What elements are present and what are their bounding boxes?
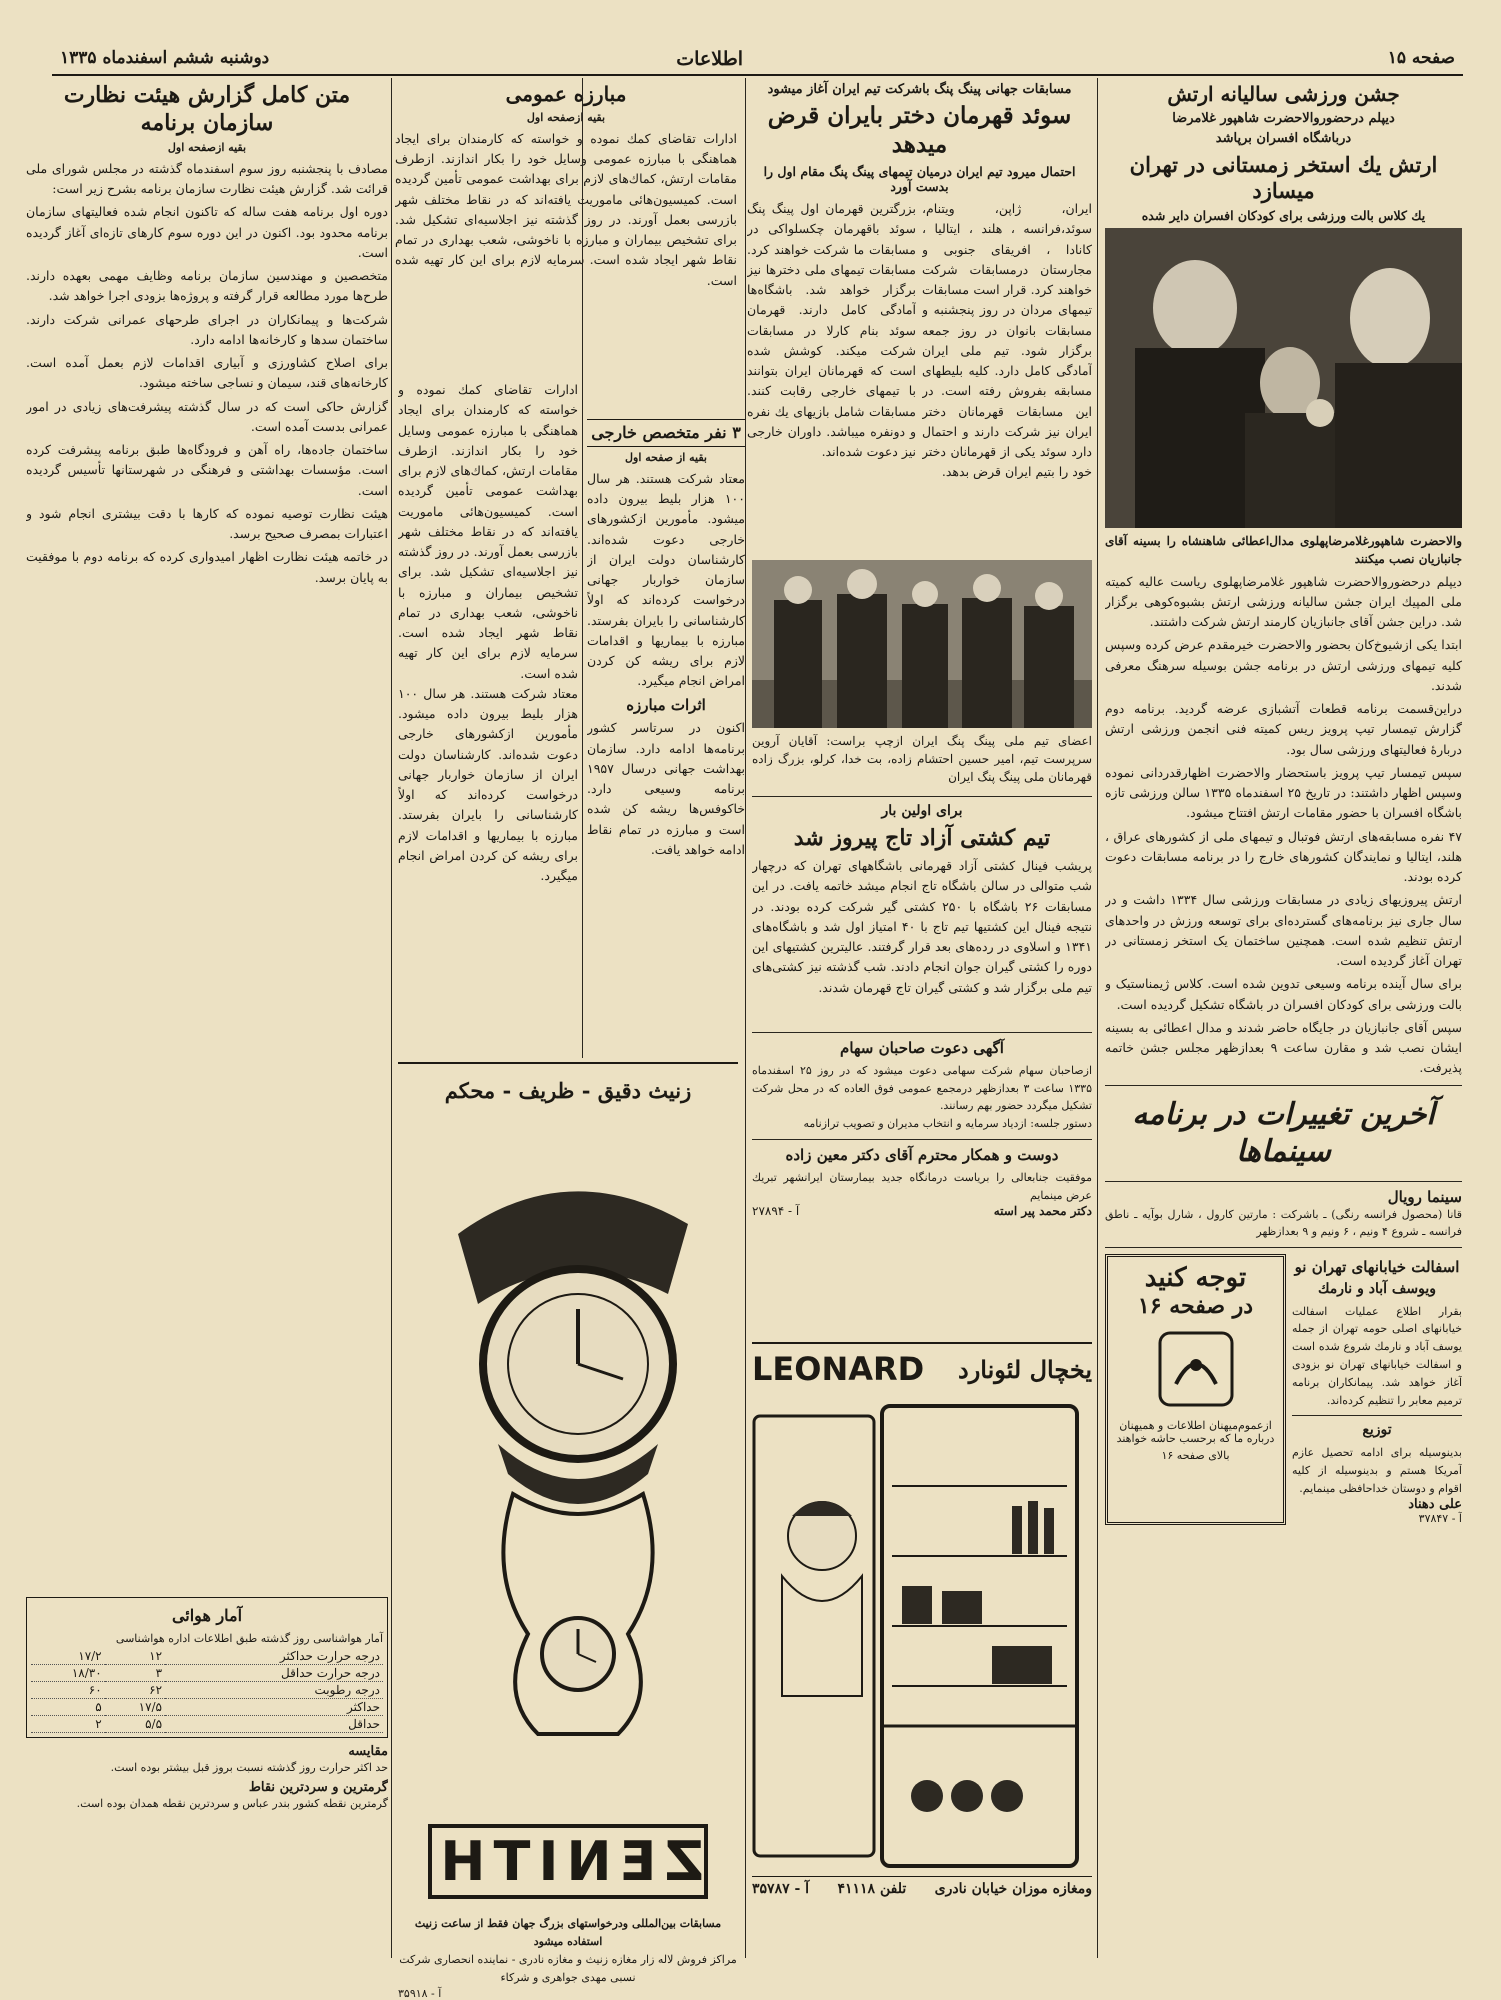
- divider: [1105, 1247, 1462, 1248]
- army-headline: ارتش یك استخر زمستانی در تهران میسازد: [1129, 151, 1438, 203]
- pingpong-body-left: بزرگترین قهرمان اول پینگ پنگ سوئد باقهرمان چکسلواکی در مسابقات ما شرکت خواهند کرد. مسابقات تیمهای ملی دخترها نیز برگزار خواهد شد. باشگاه‌ها آمادگی کامل دارند. قهرمان سوئد بنام کارلا در مسابقات شرکت میکند. کوشش شده است که قهرمانان ایران بتوانند با تیمهای خارجی رقابت کنند. مسابقات شامل بازیهای یك نفره و دونفره میباشد. داوران خارجی نیز دعوت شده‌اند.: [747, 201, 916, 459]
- wrestling-article: [752, 790, 1092, 1218]
- result-title: اثرات مبارزه: [626, 695, 706, 714]
- asphalt-text: بقرار اطلاع عملیات اسفالت خیابانهای اصلی حومه تهران از جمله یوسف آباد و نارمك شروع شده است و اسفالت خیابانهای تهران نو بزودی آغاز خواهد شد. پیمانکاران برنامه ترمیم معابر را تنظیم کرده‌اند.: [1292, 1304, 1462, 1407]
- paragraph: سپس تیمسار تیپ پرویز باستحضار والاحضرت اظهارقدردانی نموده وسپس اظهار داشتند: در تاریخ ۲۵ اسفندماه ۱۳۳۵ سالن ورزشی تازه باشگاه افسران با حضور مقامات ارتش افتتاح میشود.: [1105, 764, 1462, 821]
- specialists-title: ۳ نفر متخصص خارجی: [587, 419, 745, 447]
- issue-date: دوشنبه ششم اسفندماه ۱۳۳۵: [60, 48, 270, 68]
- divider: [752, 1139, 1092, 1140]
- leonard-footer: [752, 1876, 1092, 1897]
- tozi-sign: علی دهناد: [1408, 1497, 1462, 1513]
- cell: ۲: [31, 1715, 105, 1732]
- paragraph: در خاتمه هیئت نظارت اظهار امیدواری کرده که برنامه دوم با موفقیت به پایان برسد.: [26, 549, 388, 585]
- zenith-code: آ - ۳۵۹۱۸: [398, 1986, 442, 2000]
- army-kicker: جشن ورزشی سالیانه ارتش: [1167, 82, 1400, 106]
- weather-title: آمار هوائی: [171, 1605, 243, 1625]
- leonard-shop: ومغازه موزان خیابان نادری: [934, 1881, 1092, 1897]
- column-sports-army: [1105, 78, 1462, 1958]
- notice-foot: بالای صفحه ۱۶: [1161, 1449, 1230, 1463]
- tozi-code: آ - ۳۷۸۴۷: [1418, 1512, 1462, 1526]
- cell: حداکثر: [165, 1698, 383, 1715]
- army-article-body: [1105, 572, 1462, 1079]
- paragraph: ساختمان جاده‌ها، راه آهن و فرودگاه‌ها طبق برنامه پیشرفت کرده است. مؤسسات بهداشتی و فرهنگی در شهرستانها تأسیس گردیده است.: [26, 442, 388, 498]
- cell: ۵: [31, 1698, 105, 1715]
- paragraph: برای سال آینده برنامه وسیعی تدوین شده است. کلاس ژیمناستیک و بالت ورزشی برای کودکان افسران در باشگاه تشکیل گردیده است.: [1105, 976, 1462, 1012]
- cell: درجه حرارت حداکثر: [165, 1648, 383, 1665]
- asphalt-news: [1292, 1254, 1462, 1525]
- report-cont: بقیه ازصفحه اول: [167, 141, 247, 154]
- specialists-article: [587, 415, 745, 1055]
- leonard-ad: [752, 1342, 1092, 1954]
- compare-title: مقایسه: [348, 1743, 388, 1759]
- army-photo: [1105, 228, 1462, 528]
- zenith-ad-title: زنیث دقیق - ظریف - محکم: [444, 1078, 692, 1103]
- campaign-kicker: مبارزه عمومی: [505, 82, 627, 106]
- pingpong-photo-caption: اعضای تیم ملی پینگ پنگ ایران ازچپ براست: آقایان آروین سرپرست تیم، امیر حسین احتشام زاده، بت خدا، کرلو، بزرگ زاده قهرمانان ملی پینگ پنگ ایران: [752, 734, 1092, 784]
- paragraph: دوره اول برنامه هفت ساله که تاکنون انجام شده فعالیتهای سازمان برنامه محدود بود. اکنون در این دوره سوم کارهای تازه‌ای آغاز گردیده است.: [26, 204, 388, 260]
- paragraph: ۴۷ نفره مسابقه‌های‌ ارتش فوتبال و تیمهای ملی از کشورهای عراق ، هلند، ایتالیا و نمایندگان کشورهای خارج را در برنامه مسابقات دعوت کرده بودند.: [1105, 828, 1462, 885]
- divider: [752, 796, 1092, 797]
- tozi-title: توزیع: [1362, 1422, 1392, 1439]
- tozi-text: بدینوسیله برای ادامه تحصیل عازم آمریکا هستم و بدینوسیله از کلیه اقوام و دوستان خداحافظی مینمایم.: [1292, 1445, 1462, 1495]
- table-row: [31, 1664, 383, 1681]
- divider: [1105, 1181, 1462, 1182]
- cell: ۱۷/۵: [105, 1698, 165, 1715]
- cinema-headline: آخرین تغییرات در برنامه سینماها: [1132, 1096, 1435, 1170]
- campaign-cont: بقیه ازصفحه اول: [526, 111, 606, 124]
- paragraph: دراین‌قسمت برنامه قطعات آتشبازی عرضه گردید. برنامه دوم گزارش تیمسار تیپ پرویز ریس کمیته فنی انجمن ورزشی ارتش دربارهٔ فعالیتهای ورزشی سال بود.: [1105, 701, 1462, 757]
- campaign-article: [395, 78, 737, 389]
- campaign-body-continued: [398, 380, 578, 1020]
- table-row: [31, 1648, 383, 1665]
- leonard-header: [752, 1350, 1092, 1388]
- army-sub1: دیپلم درحضوروالاحضرت شاهپور غلامرضا: [1172, 111, 1395, 126]
- refrigerator-icon: [752, 1396, 1092, 1876]
- zenith-watch-icon: [418, 1114, 718, 1814]
- divider: [752, 1032, 1092, 1033]
- cell: درجه رطوبت: [165, 1681, 383, 1698]
- thanks-code: آ - ۲۷۸۹۴: [752, 1204, 800, 1219]
- paragraph: هیئت نظارت توصیه نموده که کارها با دقت بیشتری انجام شود و اعتبارات بمصرف صحیح برسد.: [26, 505, 388, 541]
- army-photo-caption: والاحضرت شاهپورغلامرضاپهلوی مدال‌اعطائی شاهنشاه را بسینه آقای جانبازیان نصب میکنند: [1105, 533, 1462, 566]
- cell: حداقل: [165, 1715, 383, 1732]
- result-body: اکنون در سرتاسر کشور برنامه‌ها ادامه دارد. سازمان بهداشت جهانی درسال ۱۹۵۷ برنامه وسیعی دارد. خاکوفس‌ها ریشه کن شده است و مبارزه در تمام نقاط ادامه خواهد یافت.: [587, 720, 745, 857]
- army-sub2: درباشگاه افسران برپاشد: [1215, 131, 1352, 147]
- notice-box: [1105, 1254, 1286, 1525]
- shareholders-notice-body: ازصاحبان سهام شرکت سهامی دعوت میشود که در روز ۲۵ اسفندماه ۱۳۳۵ ساعت ۳ بعدازظهر درمجمع عمومی فوق العاده که در محل شرکت تشکیل میگردد حضور بهم رسانند.: [752, 1063, 1092, 1113]
- zenith-footer: مسابقات بین‌المللی ودرخواستهای بزرگ جهان فقط از ساعت زنیث استفاده میشود: [414, 1917, 722, 1949]
- paragraph: شرکت‌ها و پیمانکاران در اجرای طرحهای عمرانی شرکت دارند. ساختمان سدها و کارخانه‌ها ادامه دارد.: [26, 311, 388, 347]
- specialists-body: معتاد شرکت هستند. هر سال ۱۰۰ هزار بلیط بیرون داده میشود. مأمورین ازکشورهای خارجی دعوت شده‌اند. کارشناسان دولت ایران از سازمان خواربار جهانی درخواست کرده‌اند که اولاً کارشناسانی را بایران بفرستد. مبارزه با بیماریها و اقدامات لازم برای ریشه کن کردن امراض انجام میگیرد.: [587, 470, 745, 689]
- paragraph: سپس آقای جانبازیان در جایگاه حاضر شدند و مدال اعطائی به بسینه ایشان نصب شد و مقارن ساعت ۹ بعدازظهر مجلس جشن خاتمه پذیرفت.: [1105, 1019, 1462, 1076]
- table-row: [31, 1715, 383, 1732]
- wrestling-body: پریشب فینال کشتی آزاد قهرمانی باشگاههای تهران که درچهار شب متوالی در سالن باشگاه تاج انجام میشد خاتمه یافت. در این مسابقات ۲۶ باشگاه با ۲۵۰ کشتی گیر شرکت کرده بودند. در نتیجه فینال این کشتیها تیم تاج با ۴۰ امتیاز اول شد و باشگاه‌های ۱۳۴۱ و اسلاوی در رده‌های بعد قرار گرفتند. عالیترین کشتیهای این دوره را کشتی گیران جوان انجام دادند. شب گذشته نیز کشتی‌های تیم ملی برگزار شد و کشتی گیران تاج قهرمان شدند.: [752, 858, 1092, 995]
- cinema-text: قانا (محصول فرانسه رنگی) ـ باشرکت : مارتین کارول ، شارل بوآیه ـ ناطق فرانسه ـ شروع ۴ ونیم ، ۶ ونیم و ۹ بعدازظهر: [1105, 1207, 1462, 1239]
- paragraph: متخصصین و مهندسین سازمان برنامه وظایف مهمی بعهده دارند. طرح‌ها مورد مطالعه قرار گرفته و پروژه‌ها بزودی اجرا خواهد شد.: [26, 268, 388, 304]
- cell: ۱۷/۲: [31, 1648, 105, 1665]
- pingpong-photo-block: [752, 560, 1092, 790]
- notice-logo-icon: [1156, 1329, 1236, 1409]
- page-header: [52, 44, 1463, 76]
- specialists-cont: بقیه از صفحه اول: [625, 451, 707, 464]
- asphalt-sub: ویوسف آباد و نارمك: [1317, 1281, 1436, 1297]
- notice-title: توجه کنید: [1144, 1263, 1247, 1294]
- shareholders-notice-title: آگهی دعوت صاحبان سهام: [840, 1039, 1004, 1057]
- paragraph: ارتش پیروزیهای زیادی در مسابقات ورزشی سال ۱۳۳۴ داشت و در سال جاری نیز برنامه‌های گسترده‌ای برای توسعه ورزش در واحدهای ارتش تنظیم شده است. همچنین ساختمان یک استخر زمستانی در تهران آغاز گردیده است.: [1105, 892, 1462, 969]
- weather-box: [26, 1597, 388, 1738]
- notice-text: ازعموم‌میهنان اطلاعات و همیهنان درباره ما که برحسب حاشه خواهند: [1116, 1419, 1275, 1446]
- zenith-ad: [398, 1062, 738, 2000]
- pingpong-photo: [752, 560, 1092, 728]
- paragraph: ابتدا یکی ازشیوخ‌کان بحضور والاحضرت خیرمقدم عرض کرده وسپس کلیه‌ تیمهای‌ ورزشی ارتش در برنامه جشن بوسیله سرهنگ معرفی شدند.: [1105, 637, 1462, 693]
- column-divider: [582, 548, 583, 1058]
- cell: ۵/۵: [105, 1715, 165, 1732]
- leonard-code: آ - ۳۵۷۸۷: [752, 1881, 810, 1897]
- table-row: [31, 1698, 383, 1715]
- divider: [1105, 1085, 1462, 1086]
- column-divider: [391, 78, 392, 1958]
- table-row: [31, 1681, 383, 1698]
- leonard-brand-fa: یخچال لئونارد: [958, 1354, 1092, 1384]
- divider: [1292, 1415, 1462, 1416]
- cell: ۳: [105, 1664, 165, 1681]
- pingpong-sub: احتمال میرود تیم ایران درمیان تیمهای پینگ پنگ مقام اول را بدست آورد: [763, 163, 1076, 195]
- column-planning-report: [26, 78, 388, 1958]
- cell: ۱۲: [105, 1648, 165, 1665]
- weather-desc: آمار هواشناسی روز گذشته طبق اطلاعات اداره هواشناسی: [115, 1631, 383, 1645]
- column-divider: [582, 78, 583, 548]
- page-number: صفحه ۱۵: [1387, 48, 1455, 68]
- cinema-name: سینما رویال: [1387, 1187, 1462, 1206]
- paragraph: گزارش حاکی است که در سال گذشته پیشرفت‌های زیادی در امور عمرانی بدست آمده است.: [26, 398, 388, 434]
- paragraph: دیپلم درحضوروالاحضرت شاهپور غلامرضاپهلوی ریاست عالیه کمیته ملی المپیك ایران جشن سالیانه ورزشی ارتش بشبوه‌کوهی برگزار شد. دراین جشن آقای جانبازیان کارمند ارتش شرکت داشتند.: [1105, 573, 1462, 630]
- thanks-sign: دکتر محمد پیر استه: [993, 1204, 1092, 1219]
- campaign-body-2: ادارات تقاضای کمك نموده و خواسته که کارمندان برای ایجاد هماهنگی با مبارزه عمومی وسایل خود را بکار اندازند. ازطرف مقامات ارتش، کماك‌های لازم برای بهداشت عمومی تأمین گردیده است. کمیسیون‌هائی ماموریت یافته‌اند که در نقاط مختلف شهر بازرسی بعمل آورند. در روز گذشته نیز اجلاسیه‌ای تشکیل شد. برای تشخیص بیماران و مبارزه با ناخوشی، شعب بهداری در تمام نقاط شهر ایجاد شده است. سرمایه لازم برای این کار تهیه شده است.: [398, 382, 578, 681]
- thanks-title: دوست و همکار محترم آقای دکتر معین زاده: [785, 1146, 1059, 1164]
- paragraph: برای اصلاح کشاورزی و آبیاری اقدامات لازم بعمل آمده است. کارخانه‌های قند، سیمان و نساجی ساخته میشود.: [26, 355, 388, 391]
- pingpong-kicker: مسابقات جهانی پینگ پنگ باشرکت تیم ایران آغاز میشود: [767, 82, 1072, 97]
- bottom-ads: [1105, 1254, 1462, 1525]
- zenith-brand: ZENITH: [428, 1824, 708, 1899]
- cell: ۶۰: [31, 1681, 105, 1698]
- army-sub3: یك کلاس بالت ورزشی برای کودکان افسران دایر شده: [1141, 208, 1426, 223]
- column-divider: [1097, 78, 1098, 1958]
- hottest-body: گرمترین نقطه کشور بندر عباس و سردترین نقطه همدان بوده است.: [76, 1797, 388, 1811]
- wrestling-headline: تیم کشتی آزاد تاج پیروز شد: [793, 824, 1051, 851]
- campaign-body-3: معتاد شرکت هستند. هر سال ۱۰۰ هزار بلیط بیرون داده میشود. مأمورین ازکشورهای خارجی دعوت شده‌اند. کارشناسان دولت ایران از سازمان خواربار جهانی درخواست کرده‌اند که اولاً کارشناسانی را بایران بفرستد. مبارزه با بیماریها و اقدامات لازم برای ریشه کن کردن امراض انجام میگیرد.: [398, 685, 578, 883]
- wrestling-kicker: برای اولین بار: [881, 803, 963, 819]
- zenith-dealer: مراکز فروش لاله زار مغازه زنیث و مغازه نادری - نماینده انحصاری شرکت نسبی مهدی جواهری و شرکاء: [399, 1952, 737, 1984]
- cell: درجه حرارت حداقل: [165, 1664, 383, 1681]
- report-headline: متن کامل گزارش هیئت نظارت سازمان برنامه: [63, 82, 351, 136]
- weather-table: [31, 1648, 383, 1733]
- hottest-title: گرمترین و سردترین نقاط: [248, 1780, 388, 1796]
- cell: ۱۸/۳۰: [31, 1664, 105, 1681]
- leonard-phone: تلفن ۴۱۱۱۸: [837, 1881, 907, 1897]
- compare-body: حد اکثر حرارت روز گذشته نسبت بروز قبل بیشتر بوده است.: [110, 1760, 388, 1774]
- campaign-body: ادارات تقاضای کمك نموده و خواسته که کارمندان برای ایجاد هماهنگی با مبارزه عمومی وسایل خود را بکار اندازند. ازطرف مقامات ارتش، کماك‌های لازم برای بهداشت عمومی تأمین گردیده است. کمیسیون‌هائی ماموریت یافته‌اند که در نقاط مختلف شهر بازرسی بعمل آورند. در روز گذشته نیز اجلاسیه‌ای تشکیل شد. برای تشخیص بیماران و مبارزه با ناخوشی، شعب بهداری در تمام نقاط شهر ایجاد شده است. سرمایه لازم برای این کار تهیه شده است.: [395, 130, 737, 288]
- notice-sub: در صفحه ۱۶: [1137, 1293, 1254, 1320]
- pingpong-headline: سوئد قهرمان دختر بایران قرض میدهد: [767, 102, 1072, 158]
- report-body: [26, 159, 388, 1589]
- thanks-body: موفقیت جنابعالی را بریاست درمانگاه جدید بیمارستان ایرانشهر تبریك عرض مینمایم: [752, 1170, 1092, 1202]
- pingpong-article: [747, 78, 1092, 639]
- cell: ۶۲: [105, 1681, 165, 1698]
- thanks-footer: [752, 1204, 1092, 1218]
- paper-name: اطلاعات: [676, 48, 743, 70]
- paragraph: مصادف با پنجشنبه روز سوم اسفندماه گذشته در مجلس شورای ملی قرائت شد. گزارش هیئت نظارت سازمان برنامه بشرح زیر است:: [26, 160, 388, 196]
- leonard-brand-latin: LEONARD: [752, 1350, 925, 1388]
- asphalt-title: اسفالت خیابانهای تهران نو: [1294, 1258, 1460, 1277]
- pingpong-body-right: ایران، ژاپن، ویتنام، سوئد،فرانسه ، هلند ، ایتالیا ، کانادا ، افریقای جنوبی و مجارستان درمسابقات شرکت خواهند کرد. قرار است مسابقات تیمهای مردان در روز پنجشنبه و مسابقات بانوان در روز جمعه برگزار شود. تیم ملی ایران آمادگی کامل دارد. کلیه بلیطهای مسابقه بفروش رفته است. در این مسابقات قهرمانان دختر ایران نیز شرکت دارند و احتمال دارد سوئد یکی از قهرمانان دختر خود را بتیم ایران قرض بدهد.: [922, 201, 1092, 480]
- shareholders-notice-agenda: دستور جلسه: ازدیاد سرمایه و انتخاب مدیران و تصویب ترازنامه: [803, 1117, 1092, 1131]
